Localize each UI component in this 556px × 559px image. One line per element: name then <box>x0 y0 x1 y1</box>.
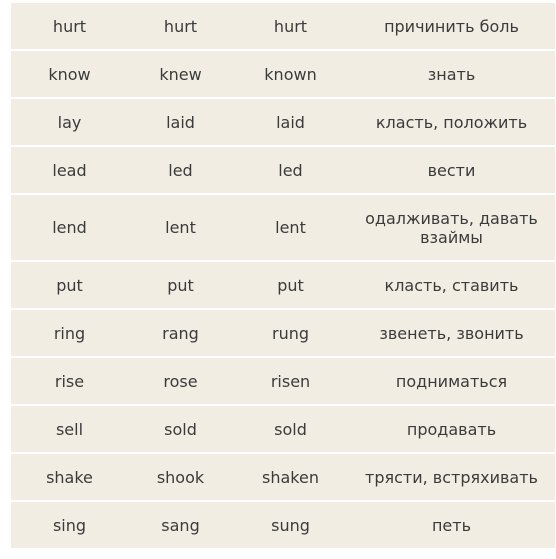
base-form-cell: sell <box>55 419 84 439</box>
table-row <box>11 358 555 404</box>
table-row <box>11 502 555 548</box>
table-row <box>11 406 555 452</box>
past-participle-cell: rung <box>271 323 309 343</box>
translation-cell: причинить боль <box>384 16 519 36</box>
base-form-cell: ring <box>53 323 86 343</box>
past-participle-cell: hurt <box>273 16 308 36</box>
past-simple-cell: shook <box>156 467 205 487</box>
table-row <box>11 99 555 145</box>
translation-cell: класть, ставить <box>384 275 519 295</box>
translation-cell: трясти, встряхивать <box>365 467 538 487</box>
table-row <box>11 51 555 97</box>
past-simple-cell: sold <box>164 419 197 439</box>
past-simple-cell: laid <box>166 112 195 132</box>
past-simple-cell: hurt <box>163 16 198 36</box>
past-simple-cell: sang <box>161 515 200 535</box>
base-form-cell: put <box>56 275 83 295</box>
past-participle-cell: shaken <box>262 467 319 487</box>
past-simple-cell: rang <box>162 323 199 343</box>
past-participle-cell: sung <box>271 515 310 535</box>
past-participle-cell: risen <box>270 371 311 391</box>
past-simple-cell: rose <box>163 371 198 391</box>
past-participle-cell: known <box>264 64 317 84</box>
base-form-cell: sing <box>52 515 87 535</box>
translation-cell: подниматься <box>395 371 508 391</box>
base-form-cell: hurt <box>52 16 87 36</box>
table-row <box>11 195 555 260</box>
translation-cell: одалживать, давать взаймы <box>365 208 538 247</box>
past-participle-cell: laid <box>276 112 305 132</box>
past-simple-cell: knew <box>159 64 202 84</box>
table-row <box>11 454 555 500</box>
past-participle-cell: led <box>278 160 303 180</box>
table-row <box>11 147 555 193</box>
past-participle-cell: lent <box>275 218 306 237</box>
base-form-cell: know <box>48 64 91 84</box>
past-participle-cell: put <box>277 275 304 295</box>
translation-cell: знать <box>427 64 476 84</box>
past-simple-cell: lent <box>165 218 196 237</box>
irregular-verbs-table <box>11 3 555 548</box>
table-row <box>11 3 555 49</box>
translation-cell: звенеть, звонить <box>379 323 524 343</box>
table-row <box>11 262 555 308</box>
base-form-cell: lead <box>52 160 87 180</box>
translation-cell: петь <box>431 515 472 535</box>
base-form-cell: shake <box>46 467 93 487</box>
past-participle-cell: sold <box>274 419 307 439</box>
base-form-cell: lend <box>52 218 87 237</box>
base-form-cell: rise <box>54 371 85 391</box>
past-simple-cell: put <box>167 275 194 295</box>
translation-cell: продавать <box>406 419 497 439</box>
base-form-cell: lay <box>57 112 82 132</box>
table-row <box>11 310 555 356</box>
past-simple-cell: led <box>168 160 193 180</box>
translation-cell: вести <box>427 160 476 180</box>
translation-cell: класть, положить <box>375 112 528 132</box>
